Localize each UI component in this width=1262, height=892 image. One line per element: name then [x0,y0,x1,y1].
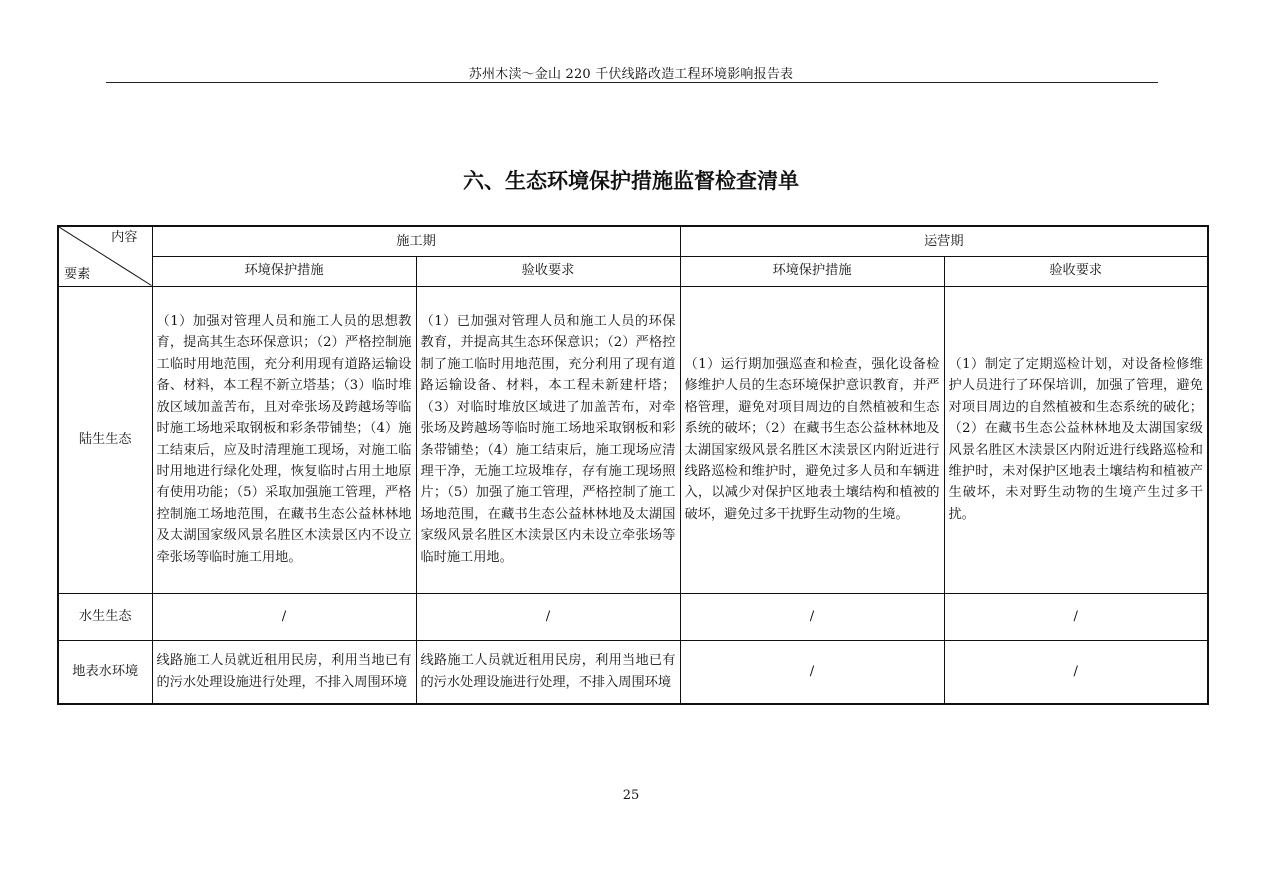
row-label-surface-water: 地表水环境 [58,640,152,704]
cell-operation-measures: （1）运行期加强巡查和检查，强化设备检修维护人员的生态环境保护意识教育，并严格管理，避免对项目周边的自然植被和生态系统的破坏；（2）在藏书生态公益林林地及太湖国家级风景名胜区木渎景区内附近进行线路巡检和维护时，避免过多人员和车辆进入，以减少对保护区地表土壤结构和植被的破坏，避免过多干扰野生动物的生境。 [680,286,944,593]
corner-header-cell [58,226,152,286]
col-header-operation-measures: 环境保护措施 [680,256,944,286]
phase-header-operation: 运营期 [680,226,1208,256]
cell-operation-acceptance: / [944,640,1208,704]
table-header-row-phase [58,226,1208,256]
page-number: 25 [622,788,640,803]
cell-construction-acceptance: （1）已加强对管理人员和施工人员的环保教育，并提高其生态环保意识；（2）严格控制了施工临时用地范围，充分利用了现有道路运输设备、材料，本工程未新建杆塔；（3）对临时堆放区域进了加盖苦布，对牵张场及跨越场等临时施工场地采取钢板和彩条带铺垫；（4）施工结束后，施工现场应清理干净，无施工垃圾堆存，存有施工现场照片；（5）加强了施工管理，严格控制了施工场地范围，在藏书生态公益林林地及太湖国家级风景名胜区木渎景区内未设立牵张场等临时施工用地。 [416,286,680,593]
cell-operation-measures: / [680,640,944,704]
cell-construction-measures: （1）加强对管理人员和施工人员的思想教育，提高其生态环保意识；（2）严格控制施工临时用地范围，充分利用现有道路运输设备、材料，本工程不新立塔基；（3）临时堆放区域加盖苦布，且对牵张场及跨越场等临时施工场地采取钢板和彩条带铺垫；（4）施工结束后，应及时清理施工现场，对施工临时用地进行绿化处理，恢复临时占用土地原有使用功能；（5）采取加强施工管理，严格控制施工场地范围，在藏书生态公益林林地及太湖国家级风景名胜区木渎景区内不设立牵张场等临时施工用地。 [152,286,416,593]
col-header-construction-acceptance: 验收要求 [416,256,680,286]
header-rule [106,82,1158,83]
cell-operation-measures: / [680,593,944,640]
table-row [58,640,1208,704]
table-row [58,286,1208,593]
corner-label-element: 要素 [64,266,91,282]
cell-operation-acceptance: / [944,593,1208,640]
cell-construction-acceptance: 线路施工人员就近租用民房，利用当地已有的污水处理设施进行处理，不排入周围环境 [416,640,680,704]
page-title: 六、生态环境保护措施监督检查清单 [463,169,799,193]
cell-construction-measures: 线路施工人员就近租用民房，利用当地已有的污水处理设施进行处理，不排入周围环境 [152,640,416,704]
row-label-terrestrial-ecology: 陆生生态 [58,286,152,593]
table-row [58,593,1208,640]
phase-header-construction: 施工期 [152,226,680,256]
corner-label-content: 内容 [111,230,138,245]
page-header: 苏州木渎～金山 220 千伏线路改造工程环境影响报告表 [468,67,794,82]
cell-operation-acceptance: （1）制定了定期巡检计划，对设备检修维护人员进行了环保培训，加强了管理，避免对项目周边的自然植被和生态系统的破化；（2）在藏书生态公益林林地及太湖国家级风景名胜区木渎景区内附近进行线路巡检和维护时，未对保护区地表土壤结构和植被产生破坏，未对野生动物的生境产生过多干扰。 [944,286,1208,593]
table-header-row-columns [58,256,1208,286]
supervision-checklist-table [57,225,1209,705]
col-header-operation-acceptance: 验收要求 [944,256,1208,286]
row-label-aquatic-ecology: 水生生态 [58,593,152,640]
cell-construction-measures: / [152,593,416,640]
col-header-construction-measures: 环境保护措施 [152,256,416,286]
cell-construction-acceptance: / [416,593,680,640]
